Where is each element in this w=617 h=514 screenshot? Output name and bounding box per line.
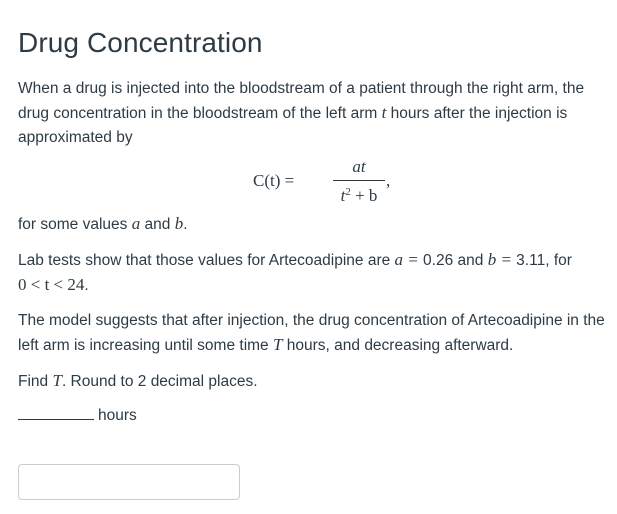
- unit-label: hours: [98, 407, 137, 424]
- page-title: Drug Concentration: [18, 27, 263, 58]
- answer-input[interactable]: [18, 464, 240, 500]
- lab-tests-paragraph: Lab tests show that those values for Artecoadipine are a = 0.26 and b = 3.11, for 0 < t < 24.: [18, 250, 572, 294]
- intro-paragraph: When a drug is injected into the bloodstream of a patient through the right arm, the drug concentration in the bloodstream of the left arm t hours after the injection is approximated by: [18, 80, 585, 146]
- formula-fraction: [333, 156, 385, 203]
- answer-blank-line: [18, 404, 137, 428]
- model-paragraph: The model suggests that after injection, the drug concentration of Artecoadipine in the left arm is increasing until some time T hours, and decreasing afterward.: [18, 312, 605, 354]
- formula-lhs: C(t) =: [253, 171, 295, 190]
- formula-numerator: at: [352, 157, 366, 176]
- formula-comma: ,: [386, 171, 391, 190]
- find-instruction: Find T. Round to 2 decimal places.: [18, 371, 258, 390]
- answer-blank: [18, 405, 94, 420]
- for-values-sentence: for some values a and b.: [18, 214, 188, 233]
- t-range: 0 < t < 24: [18, 275, 85, 294]
- b-value: 3.11: [516, 252, 546, 269]
- variable-t: t: [381, 103, 387, 122]
- a-value: 0.26: [423, 252, 454, 269]
- formula-denominator: $t^2 + b$: [340, 186, 378, 205]
